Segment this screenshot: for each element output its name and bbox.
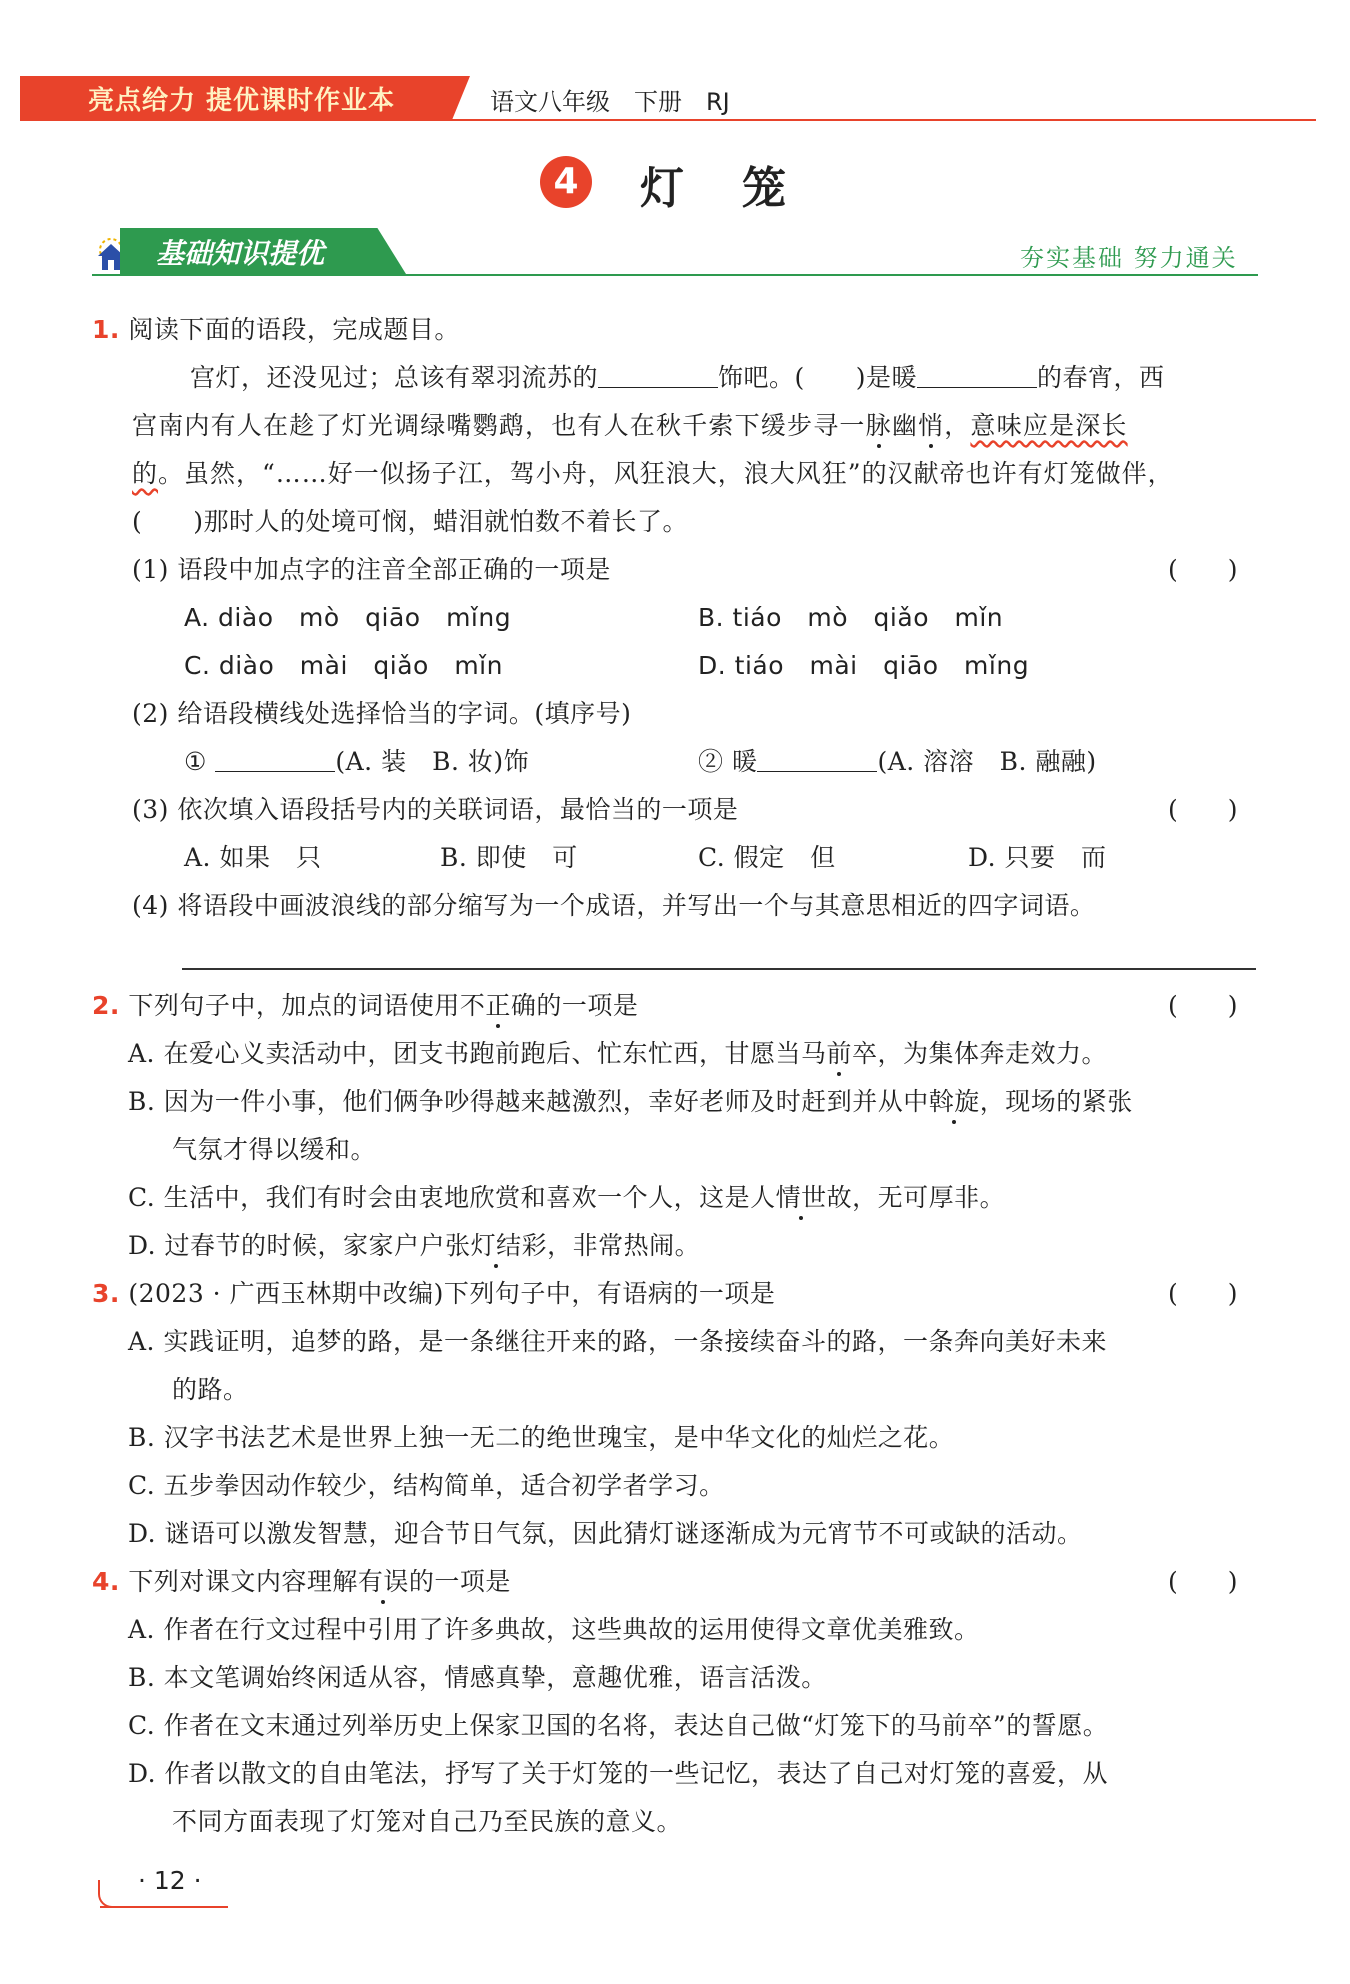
option-c: C. 假定 但 [698, 843, 836, 872]
page-ornament [98, 1880, 126, 1908]
question-4-stem [92, 1562, 511, 1598]
option-c: C. 五步拳因动作较少，结构简单，适合初学者学习。 [128, 1471, 725, 1500]
sub-question-1: (1) 语段中加点字的注音全部正确的一项是 [132, 555, 611, 584]
option-text: D. 过春节的时候，家家户户 [128, 1231, 446, 1260]
question-number: 4. [92, 1567, 120, 1596]
answer-paren[interactable]: ( ) [1168, 555, 1238, 584]
option-a [128, 1034, 1107, 1070]
passage-text: 的春宵，西 [1037, 363, 1165, 392]
answer-line[interactable] [182, 968, 1256, 970]
dotted-text: 人情世故 [750, 1183, 853, 1212]
question-number: 3. [92, 1279, 120, 1308]
dotted-text: 马前卒 [800, 1039, 878, 1068]
passage-line-3 [132, 454, 1174, 490]
option-text: ，非常热闹。 [547, 1231, 701, 1260]
option-text: A. 在爱心义卖活动中，团支书跑前跑后、忙东忙西，甘愿当 [128, 1039, 801, 1068]
question-2-stem [92, 986, 638, 1022]
wavy-underlined-text: 意味应是深长 [970, 411, 1128, 440]
question-text: 下列对课文内容理解 [128, 1567, 358, 1596]
option-a: A. 实践证明，追梦的路，是一条继往开来的路，一条接续奋斗的路，一条奔向美好未来 [128, 1327, 1107, 1356]
passage-text: 宫灯，还没见过；总该有翠羽流苏的 [190, 363, 599, 392]
option-b: B. 汉字书法艺术是世界上独一无二的绝世瑰宝，是中华文化的灿烂之花。 [128, 1423, 955, 1452]
option-b: B. 本文笔调始终闲适从容，情感真挚，意趣优雅，语言活泼。 [128, 1663, 827, 1692]
page-number: · 12 · [138, 1866, 202, 1895]
wavy-underlined-text: 的 [132, 459, 159, 488]
passage-text: 幽 [891, 411, 919, 440]
option-a: A. 如果 只 [184, 843, 322, 872]
dotted-text: 有误 [357, 1567, 409, 1596]
dotted-text: 张灯结彩 [445, 1231, 548, 1260]
passage-text: 。虽然，“……好一似扬子江，驾小舟，风狂浪大，浪大风狂”的汉献帝也许有灯笼做伴， [158, 459, 1174, 488]
question-1-stem [92, 310, 460, 346]
option-b [128, 1082, 1133, 1118]
answer-paren[interactable]: ( ) [1168, 1567, 1238, 1596]
section-rule [92, 274, 1258, 276]
question-text: 阅读下面的语段，完成题目。 [128, 315, 460, 344]
sub-question-3: (3) 依次填入语段括号内的关联词语，最恰当的一项是 [132, 795, 739, 824]
option-c: C. 作者在文末通过列举历史上保家卫国的名将，表达自己做“灯笼下的马前卒”的誓愿。 [128, 1711, 1109, 1740]
blank-options: (A. 溶溶 B. 融融) [877, 747, 1097, 776]
answer-blank-4[interactable] [757, 747, 877, 772]
header-brand: 亮点给力 提优课时作业本 [88, 86, 396, 116]
option-d: D. tiáo mài qiāo mǐng [698, 651, 1030, 680]
question-text: 下列句子中，加点的词语使用 [128, 991, 460, 1020]
option-c [128, 1178, 1005, 1214]
sub-question-2-blank-b [698, 742, 1097, 778]
dotted-char: 悄 [918, 411, 945, 440]
lesson-number-badge: 4 [540, 156, 592, 208]
option-text: ，现场的紧张 [979, 1087, 1133, 1116]
option-text: B. 因为一件小事，他们俩争吵得越来越激烈，幸好老师及时赶到并从中 [128, 1087, 929, 1116]
option-b: B. tiáo mò qiǎo mǐn [698, 603, 1004, 632]
option-a: A. 作者在行文过程中引用了许多典故，这些典故的运用使得文章优美雅致。 [128, 1615, 980, 1644]
question-text: 的一项是 [408, 1567, 511, 1596]
answer-paren[interactable]: ( ) [1168, 1279, 1238, 1308]
passage-text: ， [944, 411, 971, 440]
option-d: D. 谜语可以激发智慧，迎合节日气氛，因此猜灯谜逐渐成为元宵节不可或缺的活动。 [128, 1519, 1083, 1548]
answer-blank-3[interactable] [215, 747, 335, 772]
option-d [128, 1226, 700, 1262]
lesson-title: 灯笼 [640, 163, 844, 214]
sub-question-2-blank-a [184, 742, 529, 778]
passage-line-1 [190, 358, 1165, 394]
question-3-stem [92, 1274, 775, 1310]
option-text: ，无可厚非。 [852, 1183, 1006, 1212]
page-rule [100, 1906, 228, 1908]
section-slogan: 夯实基础 努力通关 [1020, 244, 1238, 272]
passage-text: 宫南内有人在趁了灯光调绿嘴鹦鹉，也有人在秋千索下缓步寻一 [132, 411, 866, 440]
option-a: A. diào mò qiāo mǐng [184, 603, 512, 632]
question-text: (2023 · 广西玉林期中改编)下列句子中，有语病的一项是 [128, 1279, 776, 1308]
option-b-continued: 气氛才得以缓和。 [172, 1135, 377, 1164]
answer-blank-2[interactable] [917, 363, 1037, 388]
blank-label: ① [184, 747, 207, 776]
option-d: D. 作者以散文的自由笔法，抒写了关于灯笼的一些记忆，表达了自己对灯笼的喜爱，从 [128, 1759, 1109, 1788]
option-d-continued: 不同方面表现了灯笼对自己乃至民族的意义。 [172, 1807, 683, 1836]
dotted-text: 斡旋 [928, 1087, 980, 1116]
answer-paren[interactable]: ( ) [1168, 795, 1238, 824]
sub-question-2: (2) 给语段横线处选择恰当的字词。(填序号) [132, 699, 632, 728]
question-text: 的一项是 [536, 991, 639, 1020]
answer-paren[interactable]: ( ) [1168, 991, 1238, 1020]
dotted-char: 脉 [865, 411, 892, 440]
dotted-text: 不正确 [459, 991, 537, 1020]
question-number: 1. [92, 315, 120, 344]
option-c: C. diào mài qiǎo mǐn [184, 651, 503, 680]
passage-line-4: ( )那时人的处境可悯，蜡泪就怕数不着长了。 [132, 507, 689, 536]
question-number: 2. [92, 991, 120, 1020]
passage-line-2 [132, 406, 1128, 442]
blank-options: (A. 装 B. 妆)饰 [335, 747, 530, 776]
passage-text: 饰吧。( )是暖 [718, 363, 918, 392]
section-title: 基础知识提优 [156, 237, 325, 270]
answer-blank-1[interactable] [598, 363, 718, 388]
option-text: C. 生活中，我们有时会由衷地欣赏和喜欢一个人，这是 [128, 1183, 751, 1212]
option-d: D. 只要 而 [968, 843, 1107, 872]
blank-label: ② 暖 [698, 747, 758, 776]
option-text: ，为集体奔走效力。 [877, 1039, 1107, 1068]
option-b: B. 即使 可 [440, 843, 578, 872]
option-a-continued: 的路。 [172, 1375, 249, 1404]
sub-question-4: (4) 将语段中画波浪线的部分缩写为一个成语，并写出一个与其意思相近的四字词语。 [132, 891, 1096, 920]
header-subject: 语文八年级 下册 RJ [490, 88, 730, 116]
header-rule [20, 119, 1316, 121]
